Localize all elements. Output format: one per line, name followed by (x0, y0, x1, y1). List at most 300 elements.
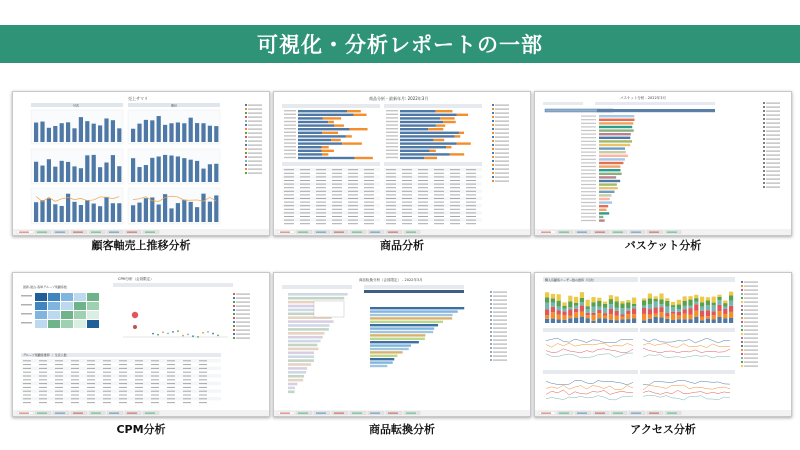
bar (131, 129, 135, 142)
table-cell-placeholder (151, 398, 159, 399)
stacked-bar-segment (609, 295, 613, 299)
legend-text-placeholder (744, 286, 758, 287)
sheet-tab-label-placeholder (109, 232, 119, 233)
stacked-bar-segment (580, 292, 584, 298)
row-label-placeholder (581, 166, 596, 167)
table-cell-placeholder (466, 169, 476, 170)
table-cell-placeholder (418, 194, 428, 195)
panel-header (113, 283, 233, 287)
table-cell-placeholder (332, 216, 342, 217)
table-cell-placeholder (418, 191, 428, 192)
table-cell-placeholder (386, 180, 396, 181)
bar (111, 203, 115, 222)
stacked-bar-segment (648, 304, 652, 309)
legend-swatch (741, 317, 743, 319)
bar (370, 361, 393, 363)
bar (400, 142, 457, 144)
bar (370, 344, 411, 346)
row-label-placeholder (581, 198, 596, 199)
table-cell-placeholder (119, 391, 127, 392)
legend-text-placeholder (493, 352, 507, 353)
bar (342, 142, 362, 144)
legend-swatch (492, 108, 494, 110)
cpm-analysis-screenshot (13, 273, 269, 416)
table-cell-placeholder (348, 212, 358, 213)
bar (85, 200, 89, 222)
heatmap-cell (35, 320, 47, 328)
legend-swatch (741, 297, 743, 299)
bar (176, 156, 180, 182)
stacked-bar-segment (557, 294, 561, 300)
table-cell-placeholder (364, 194, 374, 195)
table-cell-placeholder (39, 368, 47, 369)
legend-swatch (490, 323, 492, 325)
table-cell-placeholder (39, 383, 47, 384)
stacked-bar-segment (597, 298, 601, 301)
legend-text-placeholder (744, 282, 758, 283)
bar (400, 128, 428, 130)
stacked-bar-segment (597, 307, 601, 310)
legend-swatch (490, 307, 492, 309)
stacked-bar-segment (717, 305, 721, 311)
bar (288, 355, 314, 358)
table-cell-placeholder (151, 395, 159, 396)
bar (53, 167, 57, 182)
bar (288, 391, 295, 394)
row-label-placeholder (284, 132, 296, 133)
table-cell-placeholder (316, 176, 326, 177)
table-cell-placeholder (300, 173, 310, 174)
legend-text-placeholder (766, 179, 780, 180)
table-cell-placeholder (284, 198, 294, 199)
dashboard-thumbnail-basket-analysis[interactable] (534, 91, 792, 236)
legend-text-placeholder (236, 326, 250, 327)
table-cell-placeholder (418, 169, 428, 170)
bar (60, 161, 64, 182)
table-cell-placeholder (316, 169, 326, 170)
dashboard-thumbnail-access-analysis[interactable] (534, 272, 792, 417)
table-cell-placeholder (23, 402, 31, 403)
table-cell-placeholder (183, 360, 191, 361)
legend-swatch (233, 297, 235, 299)
bar (323, 117, 341, 119)
legend-swatch (763, 154, 765, 156)
scatter-point (202, 332, 204, 334)
table-cell-placeholder (284, 194, 294, 195)
table-cell-placeholder (402, 212, 412, 213)
sheet-tab-label-placeholder (370, 232, 380, 233)
bar (66, 122, 70, 142)
legend-text-placeholder (766, 171, 780, 172)
stacked-bar-segment (723, 301, 727, 304)
table-cell-placeholder (300, 180, 310, 181)
table-cell-placeholder (386, 220, 396, 221)
table-cell-placeholder (119, 383, 127, 384)
bar (288, 332, 324, 335)
stacked-bar-segment (545, 315, 549, 319)
heatmap-cell (35, 293, 47, 301)
table-cell-placeholder (348, 173, 358, 174)
legend-text-placeholder (493, 324, 507, 325)
table-cell-placeholder (71, 376, 79, 377)
table-cell-placeholder (332, 202, 342, 203)
legend-swatch (492, 132, 494, 134)
legend-swatch (492, 180, 494, 182)
stacked-bar-segment (642, 300, 646, 305)
table-cell-placeholder (402, 180, 412, 181)
legend-swatch (741, 333, 743, 335)
stacked-bar-segment (712, 311, 716, 315)
table-cell-placeholder (316, 202, 326, 203)
legend-text-placeholder (744, 338, 758, 339)
table-cell-placeholder (103, 364, 111, 365)
sheet-tab-label-placeholder (559, 413, 569, 414)
legend-swatch (492, 104, 494, 106)
table-cell-placeholder (434, 198, 444, 199)
stacked-bar-segment (642, 320, 646, 323)
bar (137, 124, 141, 142)
bar (288, 359, 314, 362)
stacked-bar-segment (671, 320, 675, 323)
table-cell-placeholder (71, 398, 79, 399)
bar (370, 327, 434, 329)
table-cell-placeholder (71, 368, 79, 369)
legend-swatch (245, 156, 247, 158)
stacked-bar-segment (706, 310, 710, 316)
table-cell-placeholder (199, 379, 207, 380)
stacked-bar-segment (729, 306, 733, 312)
scatter-point (167, 333, 169, 335)
bar (599, 115, 634, 117)
legend-text-placeholder (495, 173, 509, 174)
legend-text-placeholder (744, 362, 758, 363)
stacked-bar-segment (694, 295, 698, 298)
sheet-tab-label-placeholder (145, 413, 155, 414)
sheet-tab-label-placeholder (541, 232, 551, 233)
stacked-bar-segment (632, 309, 636, 315)
screen-title: 商品転換分析（会員限定） - 2022年3月 (359, 278, 423, 282)
stacked-bar-segment (632, 306, 636, 308)
legend-swatch (490, 351, 492, 353)
row-label-placeholder (581, 123, 596, 124)
stacked-bar-segment (665, 313, 669, 316)
legend-text-placeholder (248, 117, 262, 118)
dashboard-thumbnail-product-conversion[interactable] (273, 272, 531, 417)
bar (400, 146, 446, 148)
legend-swatch (763, 126, 765, 128)
table-cell-placeholder (364, 173, 374, 174)
stacked-bar-segment (609, 299, 613, 304)
legend-text-placeholder (495, 165, 509, 166)
bar (131, 158, 135, 182)
table-cell-placeholder (300, 191, 310, 192)
table-cell-placeholder (434, 169, 444, 170)
basket-analysis-screenshot (535, 92, 791, 235)
table-cell-placeholder (39, 360, 47, 361)
stacked-bar-segment (706, 297, 710, 300)
row-label-placeholder (581, 180, 596, 181)
stacked-bar-segment (700, 320, 704, 323)
stacked-bar-segment (620, 304, 624, 309)
sheet-tab-label-placeholder (352, 232, 362, 233)
table-cell-placeholder (55, 391, 63, 392)
stacked-bar-segment (545, 292, 549, 297)
legend-text-placeholder (495, 125, 509, 126)
legend-text-placeholder (248, 141, 262, 142)
bar (117, 166, 121, 182)
screen-title: CPM分析（会員限定） (118, 277, 154, 281)
bar (446, 146, 451, 148)
dashboard-thumbnail-product-analysis[interactable] (273, 91, 531, 236)
table-cell-placeholder (135, 364, 143, 365)
table-cell-placeholder (466, 173, 476, 174)
legend-text-placeholder (236, 298, 250, 299)
table-cell-placeholder (386, 187, 396, 188)
panel-header (543, 370, 638, 374)
table-cell-placeholder (135, 379, 143, 380)
stacked-bar-segment (574, 297, 578, 303)
stacked-bar-segment (603, 315, 607, 318)
legend-text-placeholder (744, 326, 758, 327)
stacked-bar-segment (620, 308, 624, 314)
bar (195, 207, 199, 222)
stacked-bar-segment (654, 299, 658, 301)
stacked-bar-segment (712, 297, 716, 303)
bar (163, 155, 167, 182)
sheet-tab-label-placeholder (631, 232, 641, 233)
bar (201, 194, 205, 222)
dashboard-thumbnail-cpm-analysis[interactable] (12, 272, 270, 417)
stacked-bar-segment (659, 317, 663, 323)
table-cell-placeholder (402, 202, 412, 203)
stacked-bar-segment (694, 310, 698, 316)
dashboard-thumbnail-customer-sales-trend[interactable] (12, 91, 270, 236)
row-label-placeholder (581, 177, 596, 178)
bar (400, 121, 443, 123)
bar (288, 297, 344, 300)
bar (400, 139, 433, 141)
table-cell-placeholder (167, 398, 175, 399)
table-cell-placeholder (167, 383, 175, 384)
legend-swatch (233, 309, 235, 311)
legend-swatch (233, 321, 235, 323)
legend-swatch (490, 343, 492, 345)
table-cell-placeholder (450, 187, 460, 188)
sheet-tab-label-placeholder (280, 413, 290, 414)
bar (288, 371, 306, 374)
slide-title: 可視化・分析レポートの一部 (257, 33, 543, 57)
stacked-bar-segment (574, 318, 578, 323)
table-cell-placeholder (199, 360, 207, 361)
stacked-bar-segment (626, 308, 630, 311)
row-label-placeholder (284, 117, 296, 118)
table-cell-placeholder (23, 387, 31, 388)
table-cell-placeholder (135, 398, 143, 399)
legend-swatch (763, 122, 765, 124)
stacked-bar-segment (603, 319, 607, 323)
legend-text-placeholder (493, 332, 507, 333)
table-cell-placeholder (183, 398, 191, 399)
stacked-bar-segment (677, 300, 681, 305)
bar (370, 365, 387, 367)
bar (288, 363, 311, 366)
bar (370, 317, 452, 319)
row-label-placeholder (581, 162, 596, 163)
stacked-bar-segment (632, 318, 636, 323)
stacked-bar-segment (654, 301, 658, 307)
bar (66, 162, 70, 182)
legend-text-placeholder (495, 113, 509, 114)
table-cell-placeholder (119, 387, 127, 388)
table-cell-placeholder (87, 379, 95, 380)
sheet-tab-label-placeholder (37, 232, 47, 233)
table-cell-placeholder (284, 212, 294, 213)
table-cell-placeholder (316, 184, 326, 185)
table-cell-placeholder (103, 398, 111, 399)
bar (201, 169, 205, 182)
table-cell-placeholder (402, 220, 412, 221)
table-cell-placeholder (450, 205, 460, 206)
legend-text-placeholder (493, 360, 507, 361)
legend-text-placeholder (495, 145, 509, 146)
bar (208, 126, 212, 142)
table-cell-placeholder (316, 223, 326, 224)
table-cell-placeholder (450, 176, 460, 177)
sheet-tab-label-placeholder (19, 232, 29, 233)
table-cell-placeholder (364, 176, 374, 177)
stacked-bar-segment (591, 321, 595, 323)
row-label-placeholder (386, 146, 398, 147)
stacked-bar-segment (729, 295, 733, 300)
table-cell-placeholder (135, 376, 143, 377)
legend-swatch (490, 311, 492, 313)
table-cell-placeholder (434, 212, 444, 213)
table-cell-placeholder (23, 379, 31, 380)
bar (195, 161, 199, 182)
table-cell-placeholder (386, 169, 396, 170)
table-cell-placeholder (151, 387, 159, 388)
stacked-bar-segment (694, 302, 698, 304)
stacked-bar-segment (580, 317, 584, 323)
heatmap-cell (35, 311, 47, 319)
table-cell-placeholder (300, 205, 310, 206)
caption-customer-sales-trend: 顧客軸売上推移分析 (91, 239, 191, 252)
table-cell-placeholder (348, 198, 358, 199)
stacked-bar-segment (706, 305, 710, 310)
table-cell-placeholder (55, 402, 63, 403)
sheet-tab-label-placeholder (73, 232, 83, 233)
row-label-placeholder (581, 220, 596, 221)
table-cell-placeholder (103, 395, 111, 396)
row-label-placeholder (386, 128, 398, 129)
bar (400, 150, 429, 152)
bar (288, 336, 323, 339)
scatter-point (152, 333, 154, 335)
stacked-bar-segment (642, 314, 646, 320)
bar (400, 157, 424, 159)
sheet-tab-label-placeholder (595, 232, 605, 233)
legend-text-placeholder (248, 157, 262, 158)
legend-text-placeholder (766, 127, 780, 128)
legend-swatch (490, 335, 492, 337)
stacked-bar-segment (586, 300, 590, 306)
chart-panel (31, 149, 123, 184)
legend-text-placeholder (766, 159, 780, 160)
stacked-bar-segment (694, 298, 698, 302)
table-cell-placeholder (55, 376, 63, 377)
stacked-bar-segment (706, 316, 710, 319)
table-cell-placeholder (87, 368, 95, 369)
legend-swatch (490, 315, 492, 317)
stacked-bar-segment (597, 313, 601, 318)
legend-swatch (245, 172, 247, 174)
bar (98, 125, 102, 142)
bar (288, 383, 297, 386)
table-cell-placeholder (300, 198, 310, 199)
table-cell-placeholder (450, 212, 460, 213)
legend-text-placeholder (766, 163, 780, 164)
bar (98, 206, 102, 222)
table-cell-placeholder (39, 398, 47, 399)
legend-swatch (763, 130, 765, 132)
legend-text-placeholder (495, 169, 509, 170)
sheet-tab-label-placeholder (388, 232, 398, 233)
legend-swatch (763, 146, 765, 148)
table-cell-placeholder (402, 198, 412, 199)
stacked-bar-segment (648, 293, 652, 298)
legend-swatch (492, 168, 494, 170)
table-cell-placeholder (450, 198, 460, 199)
row-label-placeholder (386, 157, 398, 158)
bar (298, 128, 349, 130)
stacked-bar-segment (557, 310, 561, 314)
table-cell-placeholder (466, 176, 476, 177)
legend-text-placeholder (766, 111, 780, 112)
legend-swatch (741, 349, 743, 351)
table-cell-placeholder (87, 376, 95, 377)
stacked-bar-segment (620, 315, 624, 317)
legend-swatch (245, 112, 247, 114)
legend-swatch (233, 305, 235, 307)
panel-header (364, 285, 464, 289)
table-cell-placeholder (199, 387, 207, 388)
bar (599, 133, 631, 135)
legend-text-placeholder (744, 302, 758, 303)
legend-swatch (741, 289, 743, 291)
bar (34, 202, 38, 222)
legend-text-placeholder (493, 304, 507, 305)
caption-cpm-analysis: CPM分析 (116, 423, 166, 436)
stacked-bar-segment (717, 311, 721, 317)
table-cell-placeholder (151, 364, 159, 365)
table-cell-placeholder (386, 173, 396, 174)
table-cell-placeholder (199, 402, 207, 403)
bar (370, 310, 458, 312)
row-label-placeholder (581, 195, 596, 196)
row-label-placeholder (21, 313, 32, 315)
table-cell-placeholder (332, 169, 342, 170)
sheet-tab-label-placeholder (613, 232, 623, 233)
table-cell-placeholder (23, 364, 31, 365)
sheet-tab-label-placeholder (667, 413, 677, 414)
stacked-bar-segment (615, 311, 619, 316)
bar (400, 110, 436, 112)
table-cell-placeholder (119, 376, 127, 377)
stacked-bar-segment (603, 302, 607, 304)
bar (182, 200, 186, 222)
bar (443, 121, 456, 123)
panel-header (282, 285, 352, 289)
